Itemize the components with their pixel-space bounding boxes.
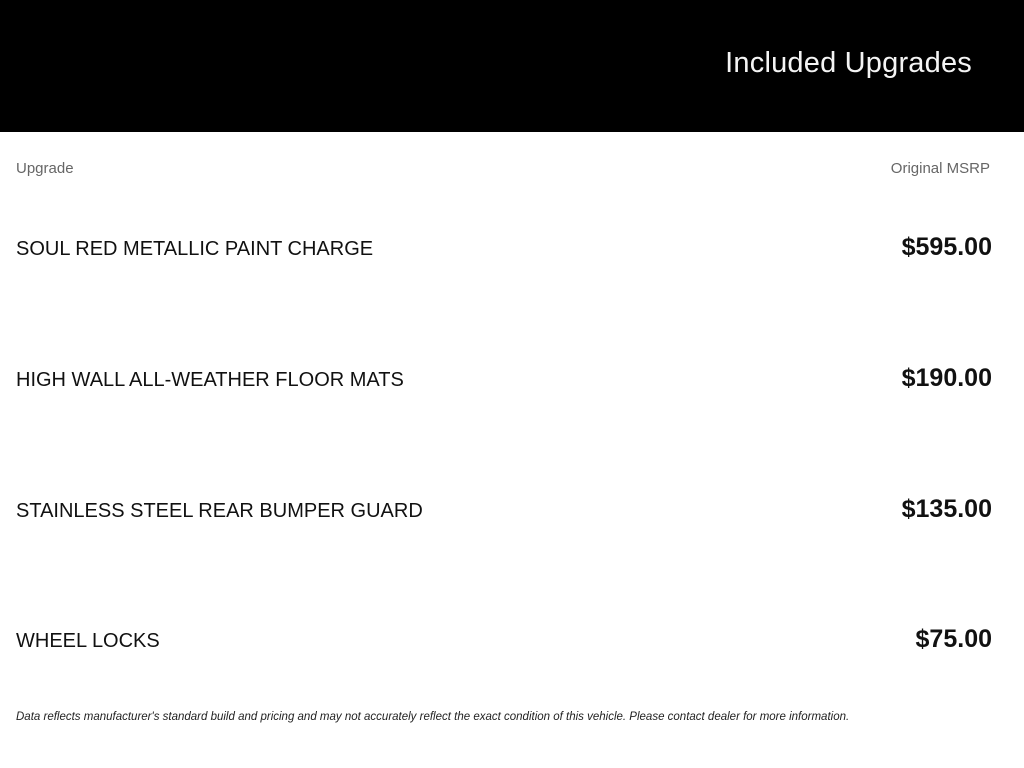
upgrade-name: WHEEL LOCKS xyxy=(16,630,160,652)
upgrade-price: $190.00 xyxy=(901,364,992,392)
upgrade-column-header: Upgrade xyxy=(16,160,74,177)
page-title: Included Upgrades xyxy=(725,47,972,79)
upgrade-row xyxy=(0,361,1024,401)
disclaimer-footnote: Data reflects manufacturer's standard build and pricing and may not accurately reflect the exact condition of this vehicle. Please contact dealer for more information. xyxy=(16,711,850,723)
upgrade-row xyxy=(0,622,1024,662)
upgrade-price: $75.00 xyxy=(915,625,992,653)
upgrade-name: STAINLESS STEEL REAR BUMPER GUARD xyxy=(16,500,423,522)
upgrade-name: SOUL RED METALLIC PAINT CHARGE xyxy=(16,238,374,260)
msrp-column-header: Original MSRP xyxy=(890,160,990,177)
upgrade-row xyxy=(0,492,1024,532)
upgrade-price: $135.00 xyxy=(901,495,992,523)
upgrade-price: $595.00 xyxy=(901,233,992,261)
upgrade-name: HIGH WALL ALL-WEATHER FLOOR MATS xyxy=(16,369,404,391)
header-bar xyxy=(0,0,1024,132)
upgrade-row xyxy=(0,230,1024,270)
